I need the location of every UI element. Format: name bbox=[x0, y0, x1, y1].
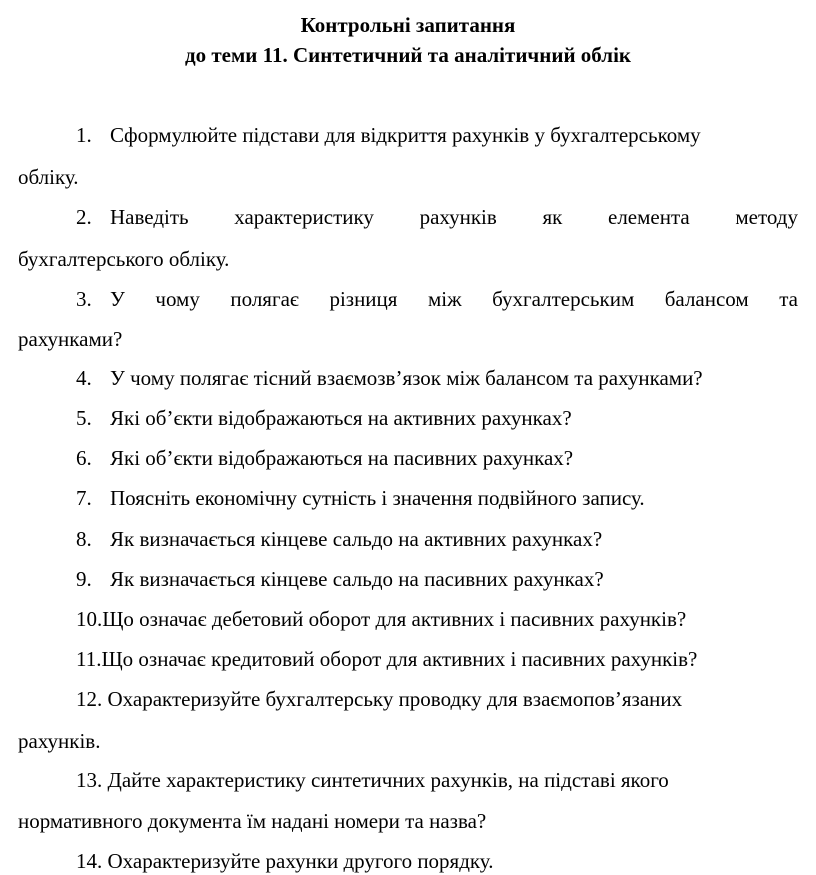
question-number: 1. bbox=[76, 123, 92, 147]
word: елемента bbox=[608, 205, 690, 229]
word: як bbox=[542, 205, 563, 229]
word: бухгалтерським bbox=[492, 287, 635, 311]
question-text-continued: бухгалтерського обліку. bbox=[18, 247, 230, 271]
heading-title: Контрольні запитання bbox=[300, 13, 516, 37]
question-text: Як визначається кінцеве сальдо на пасивних рахунках? bbox=[110, 567, 604, 591]
question-number: 7. bbox=[76, 486, 92, 510]
word: характеристику bbox=[234, 205, 374, 229]
question-number: 5. bbox=[76, 406, 92, 430]
word: чому bbox=[155, 287, 200, 311]
heading-subtitle: до теми 11. Синтетичний та аналітичний облік bbox=[184, 43, 632, 67]
question-text: Які об’єкти відображаються на пасивних рахунках? bbox=[110, 446, 574, 470]
question-text: У чому полягає тісний взаємозв’язок між балансом та рахунками? bbox=[110, 366, 703, 390]
word: полягає bbox=[230, 287, 299, 311]
question-text: Які об’єкти відображаються на активних рахунках? bbox=[110, 406, 572, 430]
question-text: 10.Що означає дебетовий оборот для активних і пасивних рахунків? bbox=[76, 607, 687, 631]
question-number: 2. bbox=[76, 205, 92, 229]
question-number: 9. bbox=[76, 567, 92, 591]
question-text: 11.Що означає кредитовий оборот для активних і пасивних рахунків? bbox=[76, 647, 698, 671]
question-text-continued: рахунками? bbox=[18, 327, 123, 351]
question-text: Як визначається кінцеве сальдо на активних рахунках? bbox=[110, 527, 603, 551]
question-text-continued: обліку. bbox=[18, 165, 79, 189]
word: У bbox=[110, 287, 125, 311]
word: та bbox=[779, 287, 798, 311]
word: Наведіть bbox=[110, 205, 189, 229]
question-text: Поясніть економічну сутність і значення подвійного запису. bbox=[110, 486, 645, 510]
question-number: 8. bbox=[76, 527, 92, 551]
question-text-continued: нормативного документа їм надані номери та назва? bbox=[18, 809, 487, 833]
word: рахунків bbox=[419, 205, 497, 229]
question-text-continued: рахунків. bbox=[18, 729, 101, 753]
word: методу bbox=[735, 205, 798, 229]
word: балансом bbox=[664, 287, 749, 311]
question-text: 13. Дайте характеристику синтетичних рахунків, на підставі якого bbox=[76, 768, 669, 792]
word: різниця bbox=[329, 287, 398, 311]
question-text: 12. Охарактеризуйте бухгалтерську проводку для взаємопов’язаних bbox=[76, 687, 683, 711]
question-text bbox=[110, 286, 798, 312]
question-text: Сформулюйте підстави для відкриття рахунків у бухгалтерському bbox=[110, 123, 701, 147]
question-text: 14. Охарактеризуйте рахунки другого порядку. bbox=[76, 849, 494, 873]
question-number: 3. bbox=[76, 287, 92, 311]
word: між bbox=[427, 287, 462, 311]
question-text bbox=[110, 204, 798, 230]
question-number: 4. bbox=[76, 366, 92, 390]
question-number: 6. bbox=[76, 446, 92, 470]
